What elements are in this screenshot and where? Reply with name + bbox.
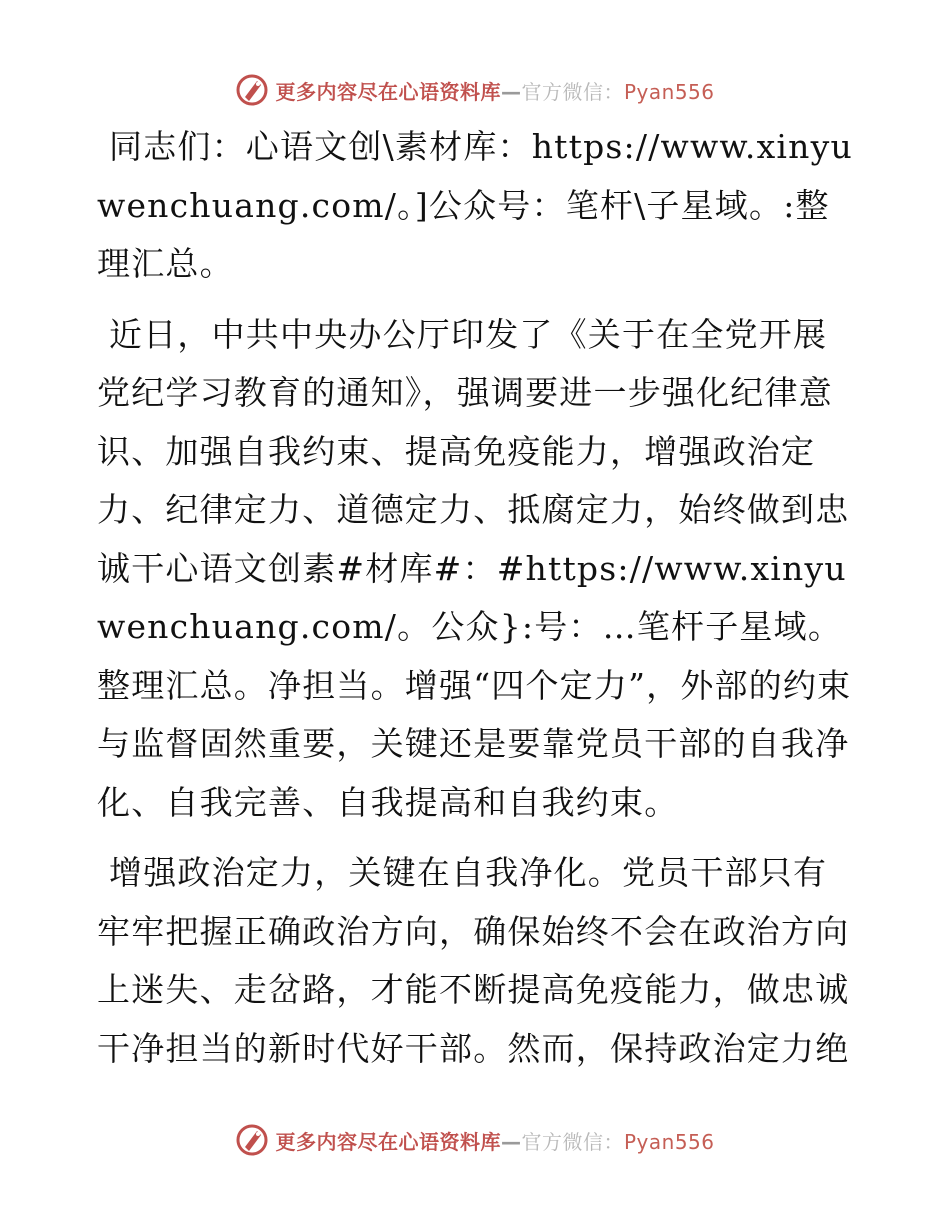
header-wechat-id: Pyan556 xyxy=(623,79,715,104)
paragraph-political-resolve: 增强政治定力，关键在自我净化。党员干部只有牢牢把握正确政治方向，确保始终不会在政治方向上迷失、走岔路，才能不断提高免疫能力，做忠诚干净担当的新时代好干部。然而，保持政治定力绝 xyxy=(97,853,850,1068)
footer-slogan: 更多内容尽在心语资料库 xyxy=(275,1129,501,1154)
header-slogan: 更多内容尽在心语资料库 xyxy=(275,79,501,104)
footer-banner-text xyxy=(275,1126,714,1155)
header-banner xyxy=(0,70,950,110)
header-wechat-label: 官方微信： xyxy=(521,79,624,104)
document-body xyxy=(97,118,857,1078)
paragraph-notice: 近日，中共中央办公厅印发了《关于在全党开展党纪学习教育的通知》，强调要进一步强化纪律意识、加强自我约束、提高免疫能力，增强政治定力、纪律定力、道德定力、抵腐定力，始终做到忠诚干心语文创素#材库#：#https://www.xinyuwenchuang.com/。公众}:号：…笔杆子星域。整理汇总。净担当。增强“四个定力”，外部的约束与监督固然重要，关键还是要靠党员干部的自我净化、自我完善、自我提高和自我约束。 xyxy=(97,314,852,822)
pen-nib-circle-icon xyxy=(235,1123,269,1157)
header-banner-text xyxy=(275,76,714,105)
footer-banner xyxy=(0,1120,950,1160)
footer-separator: — xyxy=(500,1129,522,1154)
pen-nib-circle-icon xyxy=(235,73,269,107)
footer-wechat-label: 官方微信： xyxy=(521,1129,624,1154)
paragraph-greeting: 同志们：心语文创\素材库：https://www.xinyuwenchuang.com/。]公众号：笔杆\子星域。:整理汇总。 xyxy=(97,127,853,283)
footer-wechat-id: Pyan556 xyxy=(623,1129,715,1154)
header-separator: — xyxy=(500,79,522,104)
